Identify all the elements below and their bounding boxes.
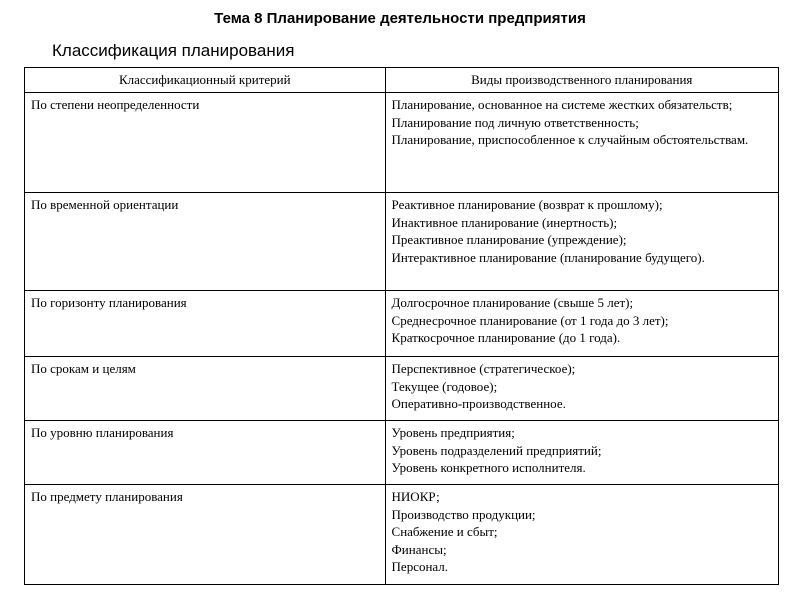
kind-item: Планирование, приспособленное к случайным обстоятельствам. xyxy=(391,132,749,147)
kinds-cell xyxy=(385,291,778,357)
kind-item: Краткосрочное планирование (до 1 года). xyxy=(391,330,621,345)
column-header-criterion: Классификационный критерий xyxy=(25,68,386,93)
criterion-cell: По уровню планирования xyxy=(25,421,386,485)
kind-item: Перспективное (стратегическое); xyxy=(391,361,576,376)
column-header-kinds: Виды производственного планирования xyxy=(385,68,778,93)
criterion-cell: По временной ориентации xyxy=(25,193,386,291)
criterion-cell: По предмету планирования xyxy=(25,485,386,585)
criterion-cell: По срокам и целям xyxy=(25,357,386,421)
table-row xyxy=(25,485,779,585)
kinds-cell xyxy=(385,485,778,585)
table-row xyxy=(25,93,779,193)
kinds-cell xyxy=(385,193,778,291)
kind-item: Инактивное планирование (инертность); xyxy=(391,214,618,230)
kind-item: Оперативно-производственное. xyxy=(391,396,566,411)
table-header-row xyxy=(25,68,779,93)
kind-item: Производство продукции; xyxy=(391,506,536,522)
kind-item: Планирование под личную ответственность; xyxy=(391,114,639,130)
table-row xyxy=(25,291,779,357)
kind-item: Финансы; xyxy=(391,541,447,557)
section-title: Классификация планирования xyxy=(52,41,295,60)
kind-item: Уровень предприятия; xyxy=(391,425,515,440)
kind-item: Уровень подразделений предприятий; xyxy=(391,442,602,458)
kind-item: НИОКР; xyxy=(391,489,440,504)
criterion-cell: По горизонту планирования xyxy=(25,291,386,357)
kind-item: Долгосрочное планирование (свыше 5 лет); xyxy=(391,295,634,310)
criterion-cell: По степени неопределенности xyxy=(25,93,386,193)
kind-item: Преактивное планирование (упреждение); xyxy=(391,232,627,247)
kind-item: Текущее (годовое); xyxy=(391,378,498,394)
table-row xyxy=(25,357,779,421)
kind-item: Реактивное планирование (возврат к прошлому); xyxy=(391,197,663,212)
kind-item: Интерактивное планирование (планирование будущего). xyxy=(391,249,705,265)
page-title: Тема 8 Планирование деятельности предприятия xyxy=(214,10,586,27)
kind-item: Снабжение и сбыт; xyxy=(391,524,498,539)
table-row xyxy=(25,421,779,485)
kinds-cell xyxy=(385,93,778,193)
kind-item: Среднесрочное планирование (от 1 года до 3 лет); xyxy=(391,312,669,328)
table-row xyxy=(25,193,779,291)
kind-item: Уровень конкретного исполнителя. xyxy=(391,460,586,475)
kinds-cell xyxy=(385,421,778,485)
kind-item: Планирование, основанное на системе жестких обязательств; xyxy=(391,97,733,112)
kind-item: Персонал. xyxy=(391,559,449,574)
kinds-cell xyxy=(385,357,778,421)
classification-table xyxy=(24,67,779,585)
